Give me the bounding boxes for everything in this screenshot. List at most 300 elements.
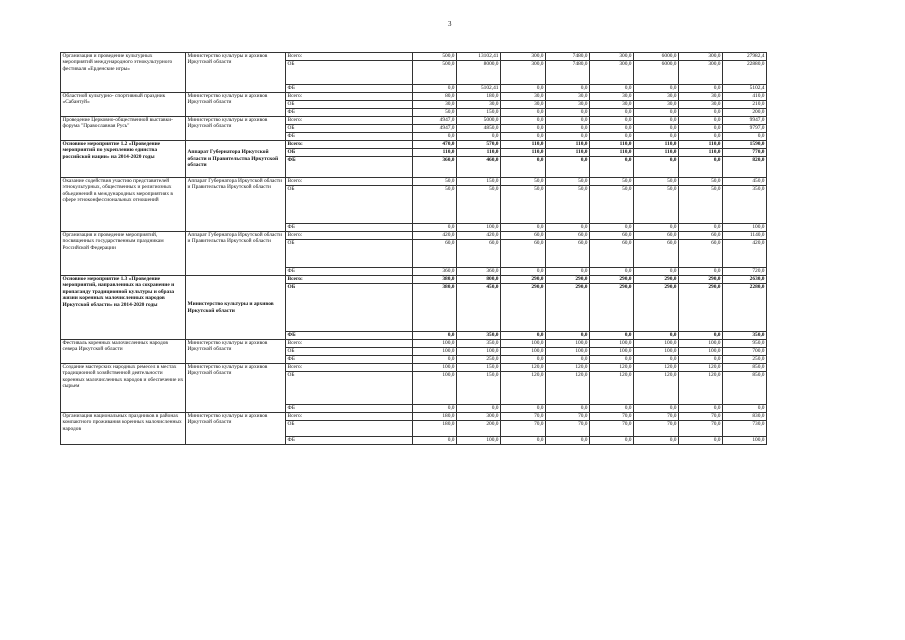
value-cell: 80,0 <box>413 93 457 101</box>
value-cell: 30,0 <box>501 101 546 109</box>
activity-name: Проведение Церковно-общественной выставки-форума "Православная Русь" <box>61 117 186 141</box>
value-cell: 60,0 <box>501 240 546 268</box>
value-cell: 50,0 <box>546 186 590 224</box>
value-cell: 110,0 <box>679 149 723 157</box>
value-cell: 0,0 <box>679 224 723 232</box>
value-cell: 0,0 <box>501 332 546 340</box>
funding-source: ОБ <box>286 372 413 405</box>
value-cell: 0,0 <box>590 356 634 364</box>
value-cell: 70,0 <box>634 421 679 437</box>
value-cell: 70,0 <box>546 421 590 437</box>
table-row <box>61 364 767 372</box>
funding-source: Всего: <box>286 178 413 186</box>
value-cell: 100,0 <box>413 364 457 372</box>
value-cell: 120,0 <box>634 364 679 372</box>
total-cell: 9797,0 <box>723 125 767 133</box>
activity-name: Фестиваль коренных малочисленных народов севера Иркутской области <box>61 340 186 364</box>
value-cell: 0,0 <box>413 85 457 93</box>
value-cell: 50,0 <box>413 109 457 117</box>
value-cell: 30,0 <box>590 101 634 109</box>
value-cell: 150,0 <box>457 372 501 405</box>
value-cell: 30,0 <box>634 101 679 109</box>
total-cell: 22880,0 <box>723 61 767 85</box>
total-cell: 950,0 <box>723 340 767 348</box>
budget-table <box>60 52 767 445</box>
value-cell: 100,0 <box>546 348 590 356</box>
value-cell: 500,0 <box>413 61 457 85</box>
value-cell: 100,0 <box>457 224 501 232</box>
value-cell: 290,0 <box>501 284 546 332</box>
value-cell: 30,0 <box>590 93 634 101</box>
value-cell: 60,0 <box>679 232 723 240</box>
value-cell: 30,0 <box>546 93 590 101</box>
total-cell: 420,0 <box>723 240 767 268</box>
value-cell: 0,0 <box>546 405 590 413</box>
value-cell: 380,0 <box>413 284 457 332</box>
value-cell: 70,0 <box>501 413 546 421</box>
total-cell: 2280,0 <box>723 284 767 332</box>
value-cell: 350,0 <box>457 332 501 340</box>
value-cell: 360,0 <box>457 268 501 276</box>
table-row <box>61 53 767 61</box>
value-cell: 290,0 <box>590 276 634 284</box>
value-cell: 0,0 <box>546 125 590 133</box>
value-cell: 0,0 <box>546 85 590 93</box>
funding-source: Всего: <box>286 93 413 101</box>
total-cell: 850,0 <box>723 372 767 405</box>
value-cell: 290,0 <box>679 284 723 332</box>
value-cell: 0,0 <box>590 437 634 445</box>
value-cell: 4850,0 <box>457 125 501 133</box>
value-cell: 350,0 <box>457 340 501 348</box>
value-cell: 0,0 <box>679 437 723 445</box>
value-cell: 110,0 <box>501 141 546 149</box>
value-cell: 0,0 <box>457 133 501 141</box>
value-cell: 0,0 <box>679 117 723 125</box>
table-row <box>61 93 767 101</box>
value-cell: 0,0 <box>590 157 634 178</box>
value-cell: 70,0 <box>679 413 723 421</box>
value-cell: 150,0 <box>457 109 501 117</box>
funding-source: ФБ <box>286 85 413 93</box>
value-cell: 30,0 <box>634 93 679 101</box>
total-cell: 1140,0 <box>723 232 767 240</box>
value-cell: 50,0 <box>679 186 723 224</box>
value-cell: 0,0 <box>413 133 457 141</box>
funding-source: Всего: <box>286 232 413 240</box>
value-cell: 6000,0 <box>634 61 679 85</box>
value-cell: 0,0 <box>679 157 723 178</box>
value-cell: 100,0 <box>590 348 634 356</box>
value-cell: 50,0 <box>413 186 457 224</box>
value-cell: 0,0 <box>679 356 723 364</box>
value-cell: 0,0 <box>546 109 590 117</box>
total-cell: 200,0 <box>723 109 767 117</box>
total-cell: 1590,0 <box>723 141 767 149</box>
total-cell: 450,0 <box>723 178 767 186</box>
value-cell: 13102,41 <box>457 53 501 61</box>
value-cell: 0,0 <box>501 405 546 413</box>
value-cell: 0,0 <box>546 332 590 340</box>
value-cell: 420,0 <box>457 232 501 240</box>
total-cell: 350,0 <box>723 186 767 224</box>
value-cell: 110,0 <box>546 141 590 149</box>
table-row <box>61 232 767 240</box>
activity-name: Областной культурно- спортивный праздник «Сабантуй» <box>61 93 186 117</box>
value-cell: 60,0 <box>546 240 590 268</box>
value-cell: 0,0 <box>413 224 457 232</box>
value-cell: 0,0 <box>679 133 723 141</box>
value-cell: 120,0 <box>501 372 546 405</box>
value-cell: 60,0 <box>634 232 679 240</box>
funding-source: ФБ <box>286 157 413 178</box>
funding-source: ФБ <box>286 133 413 141</box>
value-cell: 0,0 <box>590 117 634 125</box>
value-cell: 200,0 <box>457 421 501 437</box>
value-cell: 60,0 <box>457 240 501 268</box>
value-cell: 100,0 <box>501 348 546 356</box>
value-cell: 0,0 <box>590 405 634 413</box>
value-cell: 150,0 <box>457 364 501 372</box>
value-cell: 60,0 <box>590 240 634 268</box>
value-cell: 120,0 <box>634 372 679 405</box>
value-cell: 500,0 <box>413 53 457 61</box>
total-cell: 850,0 <box>723 364 767 372</box>
total-cell: 100,0 <box>723 437 767 445</box>
funding-source: ФБ <box>286 332 413 340</box>
value-cell: 180,0 <box>413 421 457 437</box>
value-cell: 70,0 <box>590 413 634 421</box>
value-cell: 60,0 <box>413 240 457 268</box>
activity-name: Организация и проведение мероприятий, посвященных государственным праздникам Российской Федерации <box>61 232 186 276</box>
activity-name: Организация и проведение культурных мероприятий международного этнокультурного фестиваля «Ерденские игры» <box>61 53 186 93</box>
total-cell: 100,0 <box>723 224 767 232</box>
value-cell: 50,0 <box>546 178 590 186</box>
value-cell: 290,0 <box>546 276 590 284</box>
funding-source: ОБ <box>286 240 413 268</box>
funding-source: ФБ <box>286 437 413 445</box>
value-cell: 290,0 <box>546 284 590 332</box>
value-cell: 290,0 <box>679 276 723 284</box>
value-cell: 0,0 <box>590 109 634 117</box>
value-cell: 0,0 <box>634 125 679 133</box>
funding-source: ОБ <box>286 421 413 437</box>
value-cell: 0,0 <box>546 268 590 276</box>
value-cell: 0,0 <box>501 109 546 117</box>
activity-name: Создание мастерских народных ремесел в местах традиционной хозяйственной деятельности коренных малочисленных народов и обеспечение их сырьем <box>61 364 186 413</box>
value-cell: 110,0 <box>546 149 590 157</box>
funding-source: Всего: <box>286 364 413 372</box>
value-cell: 50,0 <box>501 186 546 224</box>
value-cell: 0,0 <box>634 356 679 364</box>
value-cell: 30,0 <box>546 101 590 109</box>
value-cell: 0,0 <box>679 405 723 413</box>
value-cell: 30,0 <box>501 93 546 101</box>
value-cell: 0,0 <box>546 356 590 364</box>
value-cell: 0,0 <box>546 117 590 125</box>
value-cell: 30,0 <box>679 101 723 109</box>
value-cell: 110,0 <box>590 141 634 149</box>
value-cell: 0,0 <box>679 125 723 133</box>
value-cell: 300,0 <box>457 413 501 421</box>
executor: Министерство культуры и архивов Иркутской области <box>186 364 286 413</box>
total-cell: 2630,0 <box>723 276 767 284</box>
value-cell: 5000,0 <box>457 117 501 125</box>
total-cell: 5102,4 <box>723 85 767 93</box>
value-cell: 100,0 <box>634 340 679 348</box>
total-cell: 820,0 <box>723 157 767 178</box>
value-cell: 300,0 <box>590 61 634 85</box>
value-cell: 290,0 <box>590 284 634 332</box>
value-cell: 100,0 <box>546 340 590 348</box>
table-row <box>61 141 767 149</box>
value-cell: 100,0 <box>457 437 501 445</box>
value-cell: 360,0 <box>413 268 457 276</box>
funding-source: ОБ <box>286 125 413 133</box>
executor: Министерство культуры и архивов Иркутской области <box>186 53 286 93</box>
funding-source: Всего: <box>286 413 413 421</box>
value-cell: 50,0 <box>501 178 546 186</box>
value-cell: 110,0 <box>457 149 501 157</box>
value-cell: 30,0 <box>457 101 501 109</box>
value-cell: 0,0 <box>634 109 679 117</box>
value-cell: 0,0 <box>413 405 457 413</box>
funding-source: ФБ <box>286 356 413 364</box>
value-cell: 70,0 <box>546 413 590 421</box>
executor: Министерство культуры и архивов Иркутской области <box>186 340 286 364</box>
activity-name: Организация национальных праздников в районах компактного проживания коренных малочисленных народов <box>61 413 186 445</box>
executor: Аппарат Губернатора Иркутской области и Правительства Иркутской области <box>186 141 286 178</box>
value-cell: 0,0 <box>634 85 679 93</box>
value-cell: 0,0 <box>634 224 679 232</box>
executor: Министерство культуры и архивов Иркутской области <box>186 413 286 445</box>
value-cell: 30,0 <box>413 101 457 109</box>
value-cell: 0,0 <box>590 125 634 133</box>
funding-source: ОБ <box>286 348 413 356</box>
value-cell: 60,0 <box>546 232 590 240</box>
value-cell: 0,0 <box>590 85 634 93</box>
table-row <box>61 340 767 348</box>
value-cell: 300,0 <box>679 61 723 85</box>
value-cell: 290,0 <box>634 276 679 284</box>
total-cell: 410,0 <box>723 93 767 101</box>
executor: Аппарат Губернатора Иркутской области и Правительства Иркутской области <box>186 178 286 232</box>
value-cell: 100,0 <box>679 348 723 356</box>
value-cell: 0,0 <box>413 332 457 340</box>
value-cell: 300,0 <box>501 61 546 85</box>
executor: Министерство культуры и архивов Иркутской области <box>186 117 286 141</box>
value-cell: 120,0 <box>501 364 546 372</box>
total-cell: 210,0 <box>723 101 767 109</box>
value-cell: 0,0 <box>679 332 723 340</box>
total-cell: 250,0 <box>723 356 767 364</box>
value-cell: 570,0 <box>457 141 501 149</box>
value-cell: 50,0 <box>634 178 679 186</box>
table-row <box>61 178 767 186</box>
executor: Министерство культуры и архивов Иркутской области <box>186 276 286 340</box>
value-cell: 0,0 <box>679 109 723 117</box>
funding-source: Всего: <box>286 117 413 125</box>
value-cell: 7480,0 <box>546 61 590 85</box>
funding-source: ОБ <box>286 61 413 85</box>
value-cell: 0,0 <box>590 224 634 232</box>
value-cell: 0,0 <box>501 224 546 232</box>
value-cell: 4947,0 <box>413 125 457 133</box>
value-cell: 0,0 <box>634 268 679 276</box>
total-cell: 770,0 <box>723 149 767 157</box>
activity-name: Основное мероприятие 1.2 «Проведение мероприятий по укреплению единства российской нации» на 2014-2020 годы <box>61 141 186 178</box>
total-cell: 27982,4 <box>723 53 767 61</box>
funding-source: ФБ <box>286 405 413 413</box>
value-cell: 70,0 <box>590 421 634 437</box>
value-cell: 70,0 <box>679 421 723 437</box>
funding-source: ОБ <box>286 186 413 224</box>
value-cell: 100,0 <box>679 340 723 348</box>
funding-source: ОБ <box>286 149 413 157</box>
value-cell: 180,0 <box>457 93 501 101</box>
value-cell: 100,0 <box>501 340 546 348</box>
value-cell: 0,0 <box>501 125 546 133</box>
value-cell: 380,0 <box>413 276 457 284</box>
funding-source: ОБ <box>286 101 413 109</box>
value-cell: 120,0 <box>679 372 723 405</box>
value-cell: 120,0 <box>546 364 590 372</box>
value-cell: 60,0 <box>634 240 679 268</box>
value-cell: 110,0 <box>590 149 634 157</box>
value-cell: 6000,0 <box>634 53 679 61</box>
value-cell: 0,0 <box>546 133 590 141</box>
executor: Аппарат Губернатора Иркутской области и Правительства Иркутской области <box>186 232 286 276</box>
table-row <box>61 413 767 421</box>
activity-name: Основное мероприятие 1.3 «Проведение мероприятий, направленных на сохранение и пропаганду традиционной культуры и образа жизни коренных малочисленных народов Иркутской области» на 2014-2020 годы <box>61 276 186 340</box>
total-cell: 720,0 <box>723 268 767 276</box>
total-cell: 0,0 <box>723 405 767 413</box>
value-cell: 4947,0 <box>413 117 457 125</box>
value-cell: 0,0 <box>634 117 679 125</box>
value-cell: 100,0 <box>413 348 457 356</box>
activity-name: Оказание содействия участию представителей этнокультурных, общественных и религиозных объединений в международных мероприятиях в сфере этноконфессиональных отношений <box>61 178 186 232</box>
value-cell: 0,0 <box>590 133 634 141</box>
total-cell: 0,0 <box>723 133 767 141</box>
funding-source: Всего: <box>286 141 413 149</box>
value-cell: 0,0 <box>634 133 679 141</box>
value-cell: 0,0 <box>501 356 546 364</box>
value-cell: 50,0 <box>634 186 679 224</box>
value-cell: 0,0 <box>634 437 679 445</box>
value-cell: 60,0 <box>590 232 634 240</box>
value-cell: 0,0 <box>679 268 723 276</box>
funding-source: ФБ <box>286 109 413 117</box>
value-cell: 70,0 <box>634 413 679 421</box>
value-cell: 110,0 <box>679 141 723 149</box>
value-cell: 110,0 <box>634 141 679 149</box>
value-cell: 0,0 <box>501 268 546 276</box>
value-cell: 0,0 <box>501 157 546 178</box>
value-cell: 150,0 <box>457 178 501 186</box>
value-cell: 420,0 <box>413 232 457 240</box>
value-cell: 300,0 <box>679 53 723 61</box>
total-cell: 9947,0 <box>723 117 767 125</box>
value-cell: 360,0 <box>413 157 457 178</box>
table-row <box>61 117 767 125</box>
value-cell: 0,0 <box>546 437 590 445</box>
funding-source: Всего: <box>286 53 413 61</box>
value-cell: 7480,0 <box>546 53 590 61</box>
executor: Министерство культуры и архивов Иркутской области <box>186 93 286 117</box>
value-cell: 120,0 <box>679 364 723 372</box>
funding-source: Всего: <box>286 276 413 284</box>
value-cell: 0,0 <box>457 405 501 413</box>
value-cell: 800,0 <box>457 276 501 284</box>
value-cell: 0,0 <box>413 356 457 364</box>
funding-source: Всего: <box>286 340 413 348</box>
value-cell: 5102,41 <box>457 85 501 93</box>
page-number: 3 <box>448 20 452 28</box>
value-cell: 0,0 <box>546 224 590 232</box>
value-cell: 460,0 <box>457 157 501 178</box>
value-cell: 0,0 <box>501 133 546 141</box>
value-cell: 470,0 <box>413 141 457 149</box>
value-cell: 0,0 <box>634 405 679 413</box>
value-cell: 50,0 <box>413 178 457 186</box>
value-cell: 110,0 <box>634 149 679 157</box>
value-cell: 0,0 <box>501 437 546 445</box>
value-cell: 0,0 <box>590 268 634 276</box>
value-cell: 70,0 <box>501 421 546 437</box>
funding-source: ФБ <box>286 224 413 232</box>
value-cell: 0,0 <box>590 332 634 340</box>
value-cell: 50,0 <box>679 178 723 186</box>
total-cell: 830,0 <box>723 413 767 421</box>
value-cell: 290,0 <box>634 284 679 332</box>
value-cell: 120,0 <box>546 372 590 405</box>
value-cell: 0,0 <box>413 437 457 445</box>
value-cell: 100,0 <box>590 340 634 348</box>
value-cell: 100,0 <box>413 372 457 405</box>
value-cell: 100,0 <box>457 348 501 356</box>
value-cell: 50,0 <box>590 186 634 224</box>
value-cell: 60,0 <box>501 232 546 240</box>
value-cell: 8000,0 <box>457 61 501 85</box>
value-cell: 100,0 <box>413 340 457 348</box>
value-cell: 250,0 <box>457 356 501 364</box>
value-cell: 290,0 <box>501 276 546 284</box>
value-cell: 120,0 <box>590 364 634 372</box>
table-row <box>61 276 767 284</box>
value-cell: 110,0 <box>501 149 546 157</box>
value-cell: 0,0 <box>501 117 546 125</box>
value-cell: 0,0 <box>501 85 546 93</box>
value-cell: 120,0 <box>590 372 634 405</box>
value-cell: 50,0 <box>590 178 634 186</box>
funding-source: ОБ <box>286 284 413 332</box>
value-cell: 300,0 <box>590 53 634 61</box>
value-cell: 0,0 <box>634 157 679 178</box>
value-cell: 0,0 <box>546 157 590 178</box>
value-cell: 180,0 <box>413 413 457 421</box>
value-cell: 0,0 <box>634 332 679 340</box>
value-cell: 110,0 <box>413 149 457 157</box>
value-cell: 60,0 <box>679 240 723 268</box>
value-cell: 30,0 <box>679 93 723 101</box>
value-cell: 0,0 <box>679 85 723 93</box>
total-cell: 730,0 <box>723 421 767 437</box>
funding-source: ФБ <box>286 268 413 276</box>
value-cell: 100,0 <box>634 348 679 356</box>
total-cell: 700,0 <box>723 348 767 356</box>
value-cell: 50,0 <box>457 186 501 224</box>
value-cell: 450,0 <box>457 284 501 332</box>
